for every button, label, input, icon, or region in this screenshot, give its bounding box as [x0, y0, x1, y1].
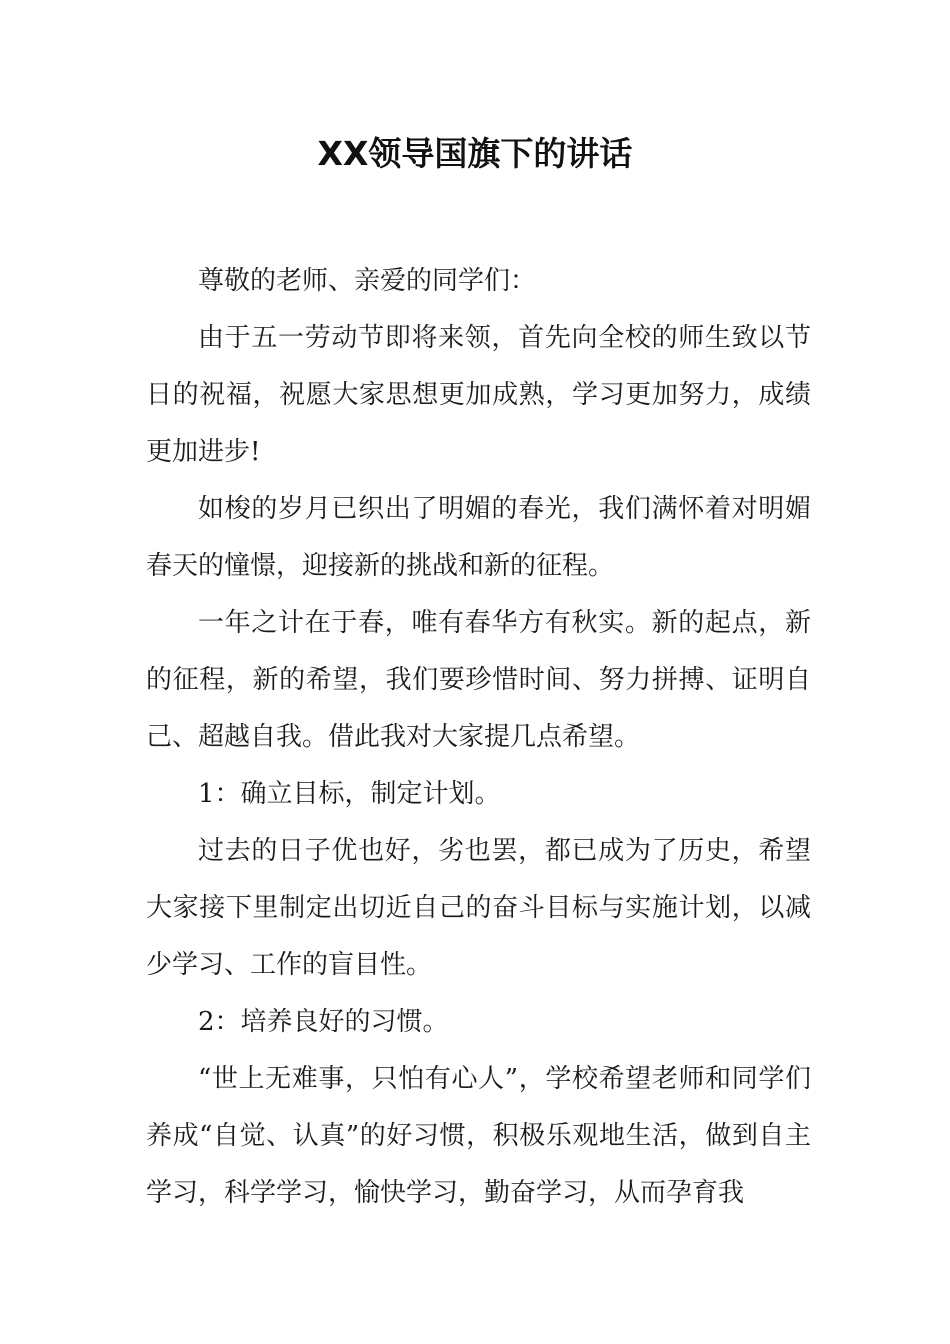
document-body	[146, 253, 811, 1222]
greeting-paragraph: 尊敬的老师、亲爱的同学们：	[198, 266, 537, 296]
body-paragraph: 由于五一劳动节即将来领，首先向全校的师生致以节日的祝福，祝愿大家思想更加成熟，学习更加努力，成绩更加进步!	[146, 323, 811, 467]
body-paragraph: 一年之计在于春，唯有春华方有秋实。新的起点，新的征程，新的希望，我们要珍惜时间、努力拼搏、证明自己、超越自我。借此我对大家提几点希望。	[146, 608, 811, 752]
body-paragraph: 过去的日子优也好，劣也罢，都已成为了历史，希望大家接下里制定出切近自己的奋斗目标与实施计划，以减少学习、工作的盲目性。	[146, 836, 811, 980]
point-heading: 1：确立目标，制定计划。	[198, 779, 501, 809]
body-paragraph: “世上无难事，只怕有心人”，学校希望老师和同学们养成“自觉、认真”的好习惯，积极乐观地生活，做到自主学习，科学学习，愉快学习，勤奋学习，从而孕育我	[146, 1064, 811, 1208]
body-paragraph: 如梭的岁月已织出了明媚的春光，我们满怀着对明媚春天的憧憬，迎接新的挑战和新的征程。	[146, 494, 811, 581]
point-heading: 2：培养良好的习惯。	[198, 1007, 449, 1037]
document-title: XX领导国旗下的讲话	[317, 134, 633, 173]
